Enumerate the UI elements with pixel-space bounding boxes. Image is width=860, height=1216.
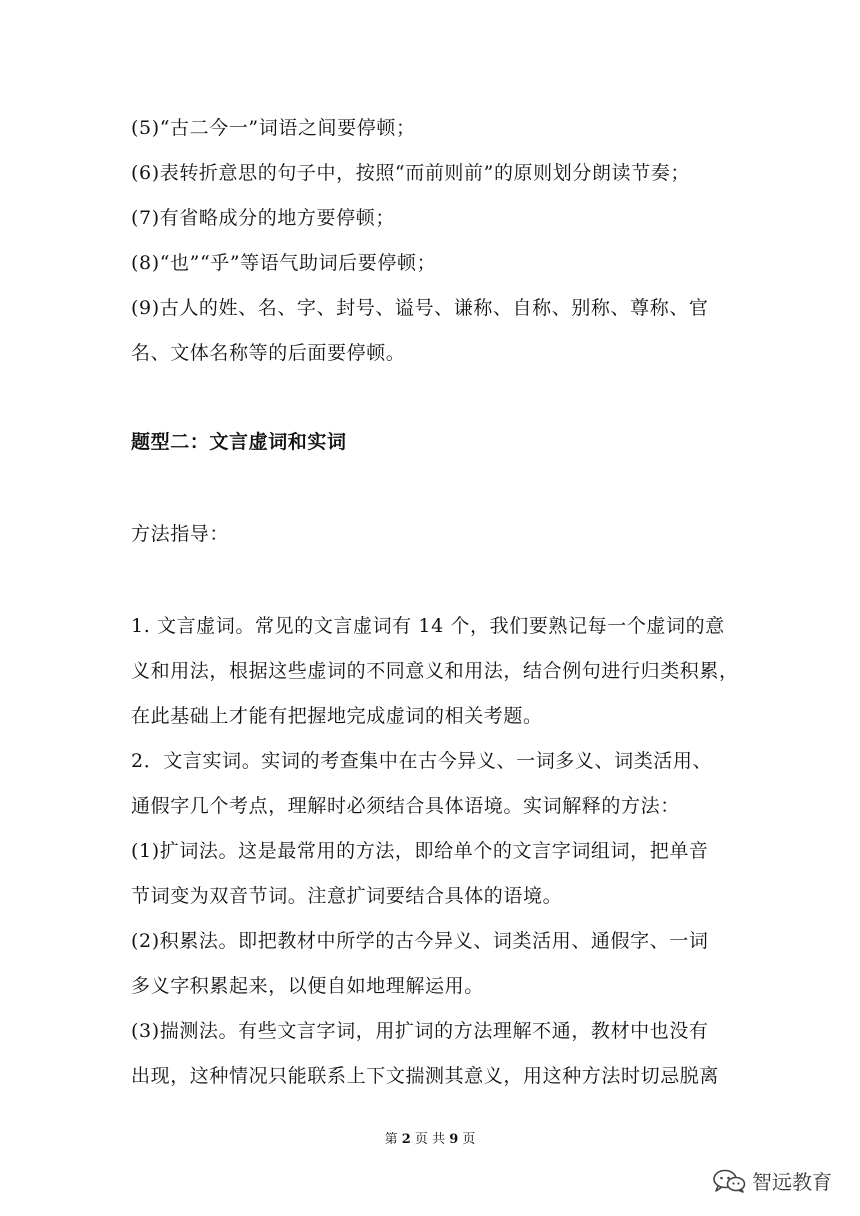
text-line: (7)有省略成分的地方要停顿； [131,207,395,229]
text-line: 节词变为双音节词。注意扩词要结合具体的语境。 [131,885,563,907]
text-line: 2．文言实词。实词的考查集中在古今异义、一词多义、词类活用、 [131,750,713,772]
footer-total-pages: 9 [449,1132,459,1147]
text-line: (3)揣测法。有些文言字词，用扩词的方法理解不通，教材中也没有 [131,1020,709,1042]
watermark [712,1166,832,1195]
footer-prefix: 第 [384,1132,398,1147]
text-line: 1. 文言虚词。常见的文言虚词有 14 个，我们要熟记每一个虚词的意 [131,615,725,637]
text-line: 出现，这种情况只能联系上下文揣测其意义，用这种方法时切忌脱离 [131,1065,720,1087]
section-heading: 题型二：文言虚词和实词 [131,431,347,453]
text-line: (5)“古二今一”词语之间要停顿； [131,117,416,139]
text-line: 通假字几个考点，理解时必须结合具体语境。实词解释的方法： [131,795,680,817]
watermark-text: 智远教育 [752,1170,832,1194]
text-line: 义和用法，根据这些虚词的不同意义和用法，结合例句进行归类积累， [131,660,739,682]
footer-suffix: 页 [462,1132,476,1147]
text-line: 名、文体名称等的后面要停顿。 [131,342,406,364]
text-line: (1)扩词法。这是最常用的方法，即给单个的文言字词组词，把单音 [131,840,709,862]
footer-page-number: 2 [401,1132,411,1147]
footer-middle: 页 共 [414,1132,446,1147]
wechat-icon [712,1169,746,1193]
text-line: (6)表转折意思的句子中，按照“而前则前”的原则划分朗读节奏； [131,162,690,184]
text-line: (8)“也”“乎”等语气助词后要停顿； [131,252,437,274]
text-line: 在此基础上才能有把握地完成虚词的相关考题。 [131,705,543,727]
text-line: 多义字积累起来，以便自如地理解运用。 [131,975,484,997]
section-subheading: 方法指导： [131,523,230,545]
text-line: (2)积累法。即把教材中所学的古今异义、词类活用、通假字、一词 [131,930,709,952]
page-footer [0,1128,860,1147]
text-line: (9)古人的姓、名、字、封号、谥号、谦称、自称、别称、尊称、官 [131,297,709,319]
